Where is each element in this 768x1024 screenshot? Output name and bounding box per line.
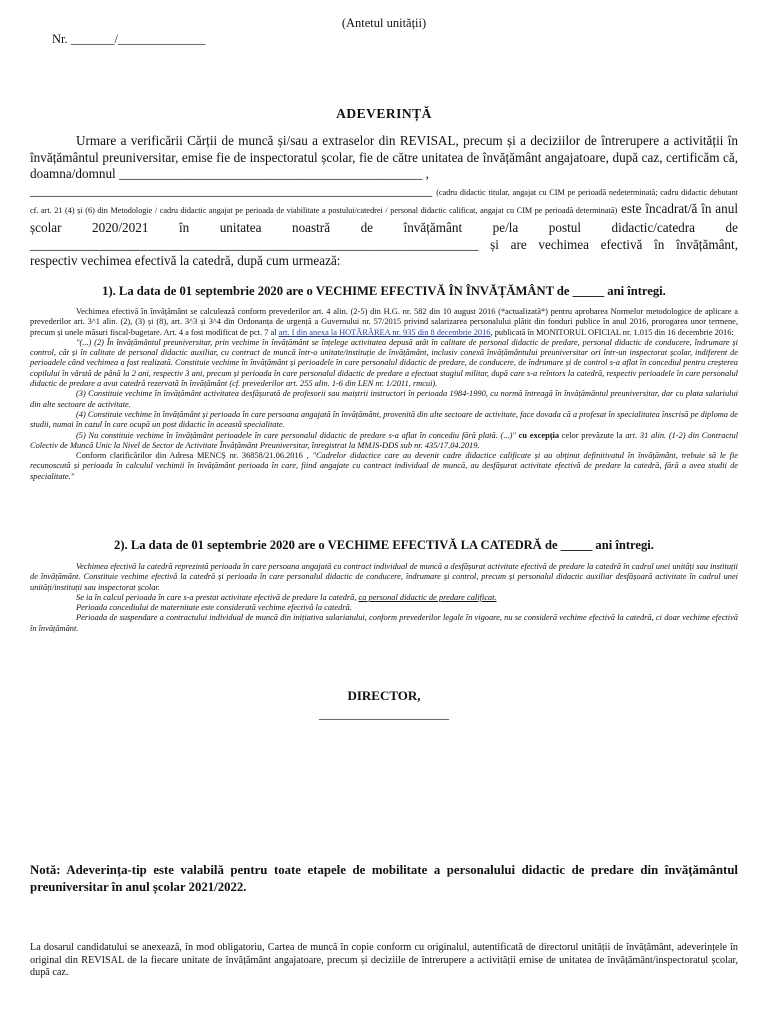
- clarification-source: Conform clarificărilor din Adresa MENCȘ nr. 36858/21.06.2016 ,: [76, 451, 309, 461]
- legal-basis-text: Vechimea efectivă în învățământ se calculează conform prevederilor art. 4 alin. (2-5) din H.G. nr. 582 din 10 august 2016 (*actualizată*) pentru aprobarea Normelor metodologice de aplicare a prevederilor art. 3^1 alin. (2), (3) și (8), art. 3^3 și 3^4 din Ordonanța de urgență a Guvernului nr. 57/2015 privind salarizarea personalului plătit din fonduri publice în anul 2016, prorogarea unor termene, precum și unele măsuri fiscal-bugetare. Art. 4 a fost modificat de pct. 7 al: [30, 307, 738, 337]
- director-signature-line: ____________________: [319, 706, 449, 721]
- section2-paragraph-2: [30, 593, 738, 603]
- legal-basis-end: , publicată în MONITORUL OFICIAL nr. 1.015 din 16 decembrie 2016:: [490, 327, 734, 337]
- section2-paragraph-4: Perioada de suspendare a contractului individual de muncă din inițiativa salariatului, conform prevederilor legale în vigoare, nu se consideră vechime efectivă la catedră, ci doar vechime efectivă în învățământ.: [30, 613, 738, 633]
- quote-paragraph-5: [30, 431, 738, 452]
- section2-paragraph-3: Perioada concediului de maternitate este considerată vechime efectivă la catedră.: [76, 603, 352, 613]
- quote5-text: (5) Nu constituie vechime în învățământ perioadele în care personalul didactic de predare s-a aflat în concediu fără plată. (...)": [76, 430, 516, 440]
- section1-paragraph: [30, 307, 738, 338]
- name-blank-line: _____________________________________________________________: [30, 182, 433, 198]
- clarification-paragraph: [30, 451, 738, 482]
- registration-number: Nr. _______/______________: [52, 32, 206, 46]
- section1-legal-text: [30, 307, 738, 482]
- intro-paragraph: [30, 133, 738, 270]
- quote5-exception: cu excepția: [518, 430, 560, 440]
- section1-heading: 1). La data de 01 septembrie 2020 are o VECHIME EFECTIVĂ ÎN ÎNVĂȚĂMÂNT de _____ ani întregi.: [102, 284, 666, 298]
- unit-letterhead-placeholder: (Antetul unității): [341, 16, 427, 30]
- quote5-connector: celor prevăzute la: [561, 430, 623, 440]
- quote-paragraph-4: (4) Constituie vechime în învățământ și perioada în care persoana angajată în învățământ, provenită din alte sectoare de activitate, face dovada că a profesat în specialitatea înscrisă pe diploma de studii, numai în cazul în care ocupă un post didactic în această specialitate.: [30, 409, 738, 430]
- section2-paragraph-1: Vechimea efectivă la catedră reprezintă perioada în care persoana angajată cu contract individual de muncă a desfășurat activitate efectivă de predare la catedră în cadrul unei unități sau instituții de învățământ. Constituie vechime efectivă la catedră și perioada în care personalul didactic de conducere, îndrumare și control, precum și personalul didactic auxiliar desfășoară activitate în cadrul unei unități/instituții sau inspectorat școlar.: [30, 562, 738, 592]
- section2-text: [30, 562, 738, 634]
- section2-p2-underlined: ca personal didactic de predare calificat.: [358, 592, 497, 602]
- quote-paragraph-3: (3) Constituie vechime în învățământ activitatea desfășurată de profesorii sau maiștrii instructori în perioada 1984-1990, cu normă întreagă în învățământul preuniversitar, dar cu plata salariului din alte sectoare de activitate.: [30, 389, 738, 409]
- quote5-reference: art. 31 alin. (1-2) din Contractul Colectiv de Muncă Unic la Nivel de Sector de Activitate Învățământ Preuniversitar, înregistrat la MMJS-DDS sub nr. 435/17.04.2019.: [30, 430, 739, 450]
- intro-text: Urmare a verificării Cărții de muncă și/sau a extraselor din REVISAL, precum și a deciziilor de întrerupere a activității în învățământul preuniversitar, emise fie de inspectoratul școlar, fie de către unitatea de învățământ angajatoare, după caz, certificăm că, doamna/domnul ______________________________________________ ,: [30, 133, 738, 182]
- employment-status-options: (cadru didactic titular, angajat cu CIM pe perioadă nedeterminată; cadru didactic debutant cf. art. 21 (4) și (6) din Metodologie / cadru didactic angajat pe perioada de viabilitate a postului/catedrei / personal didactic calificat, angajat cu CIM pe perioadă determinată): [30, 187, 738, 216]
- validity-note: Notă: Adeverința-tip este valabilă pentru toate etapele de mobilitate a personalului didactic de predare din învățământul preuniversitar în anul școlar 2021/2022.: [30, 863, 738, 894]
- section2-p2-text: Se ia în calcul perioada în care s-a prestat activitate efectivă de predare la catedră,: [76, 592, 357, 602]
- quote-paragraph-2: "(...) (2) În învățământul preuniversitar, prin vechime în învățământ se înțelege activitatea depusă atât în calitate de personal didactic de predare, personal didactic de conducere, îndrumare și control, cât și în calitate de personal didactic auxiliar, cu contract de muncă într-o unitate/instituție de învățământ, inclusiv conexă învățământului preuniversitar ori într-un inspectorat școlar, indiferent de perioadele când vechimea a fost realizată. Constituie vechime în învățământ și perioadele în care personalul didactic de predare, de conducere, de îndrumare și de control s-a aflat în concediul pentru creșterea copilului în vârstă de până la 2 ani, respectiv 3 ani, precum și perioada în care personalul didactic de predare a efectuat stagiul militar, după care s-a reîntors la catedră, respectiv perioadele în care personalul didactic de predare a avut catedră rezervată în învățământ (cf. prevederilor art. 255 alin. 1-6 din LEN nr. 1/2011, rmcui).: [30, 337, 738, 389]
- clarification-quote: "Cadrelor didactice care au devenit cadre didactice calificate și au obținut definitivatul în învățământ, trebuie să le fie recunoscută și perioada în calculul vechimii în învățământ perioada în care, fiind angajate cu contract individual de muncă, au desfășurat activitate efectivă de predare la catedră, fără a avea studii de specialitate.": [30, 451, 738, 481]
- legal-reference-link[interactable]: art. I din anexa la HOTĂRÂREA nr. 935 din 8 decembrie 2016: [278, 327, 491, 337]
- intro-text-continued: este încadrat/ă în anul școlar 2020/2021 în unitatea noastră de învățământ pe/la postul didactic/catedra de ____________________________________________________________________ și are vechimea efectivă în învățământ, respectiv vechimea efectivă la catedră, după cum urmează:: [30, 201, 739, 269]
- intro-status-line: [30, 183, 738, 270]
- section2-heading: 2). La data de 01 septembrie 2020 are o VECHIME EFECTIVĂ LA CATEDRĂ de _____ ani întregi.: [114, 538, 654, 552]
- document-title: ADEVERINȚĂ: [336, 106, 432, 121]
- file-attachments-note: La dosarul candidatului se anexează, în mod obligatoriu, Cartea de muncă în copie conform cu originalul, autentificată de directorul unității de învățământ, adeverințele în original din REVISAL de la fiecare unitate de învățământ angajatoare, precum și deciziile de întrerupere a activității emise de unitatea de învățământ/inspectoratul școlar, după caz.: [30, 942, 738, 979]
- director-label: DIRECTOR,: [347, 688, 421, 703]
